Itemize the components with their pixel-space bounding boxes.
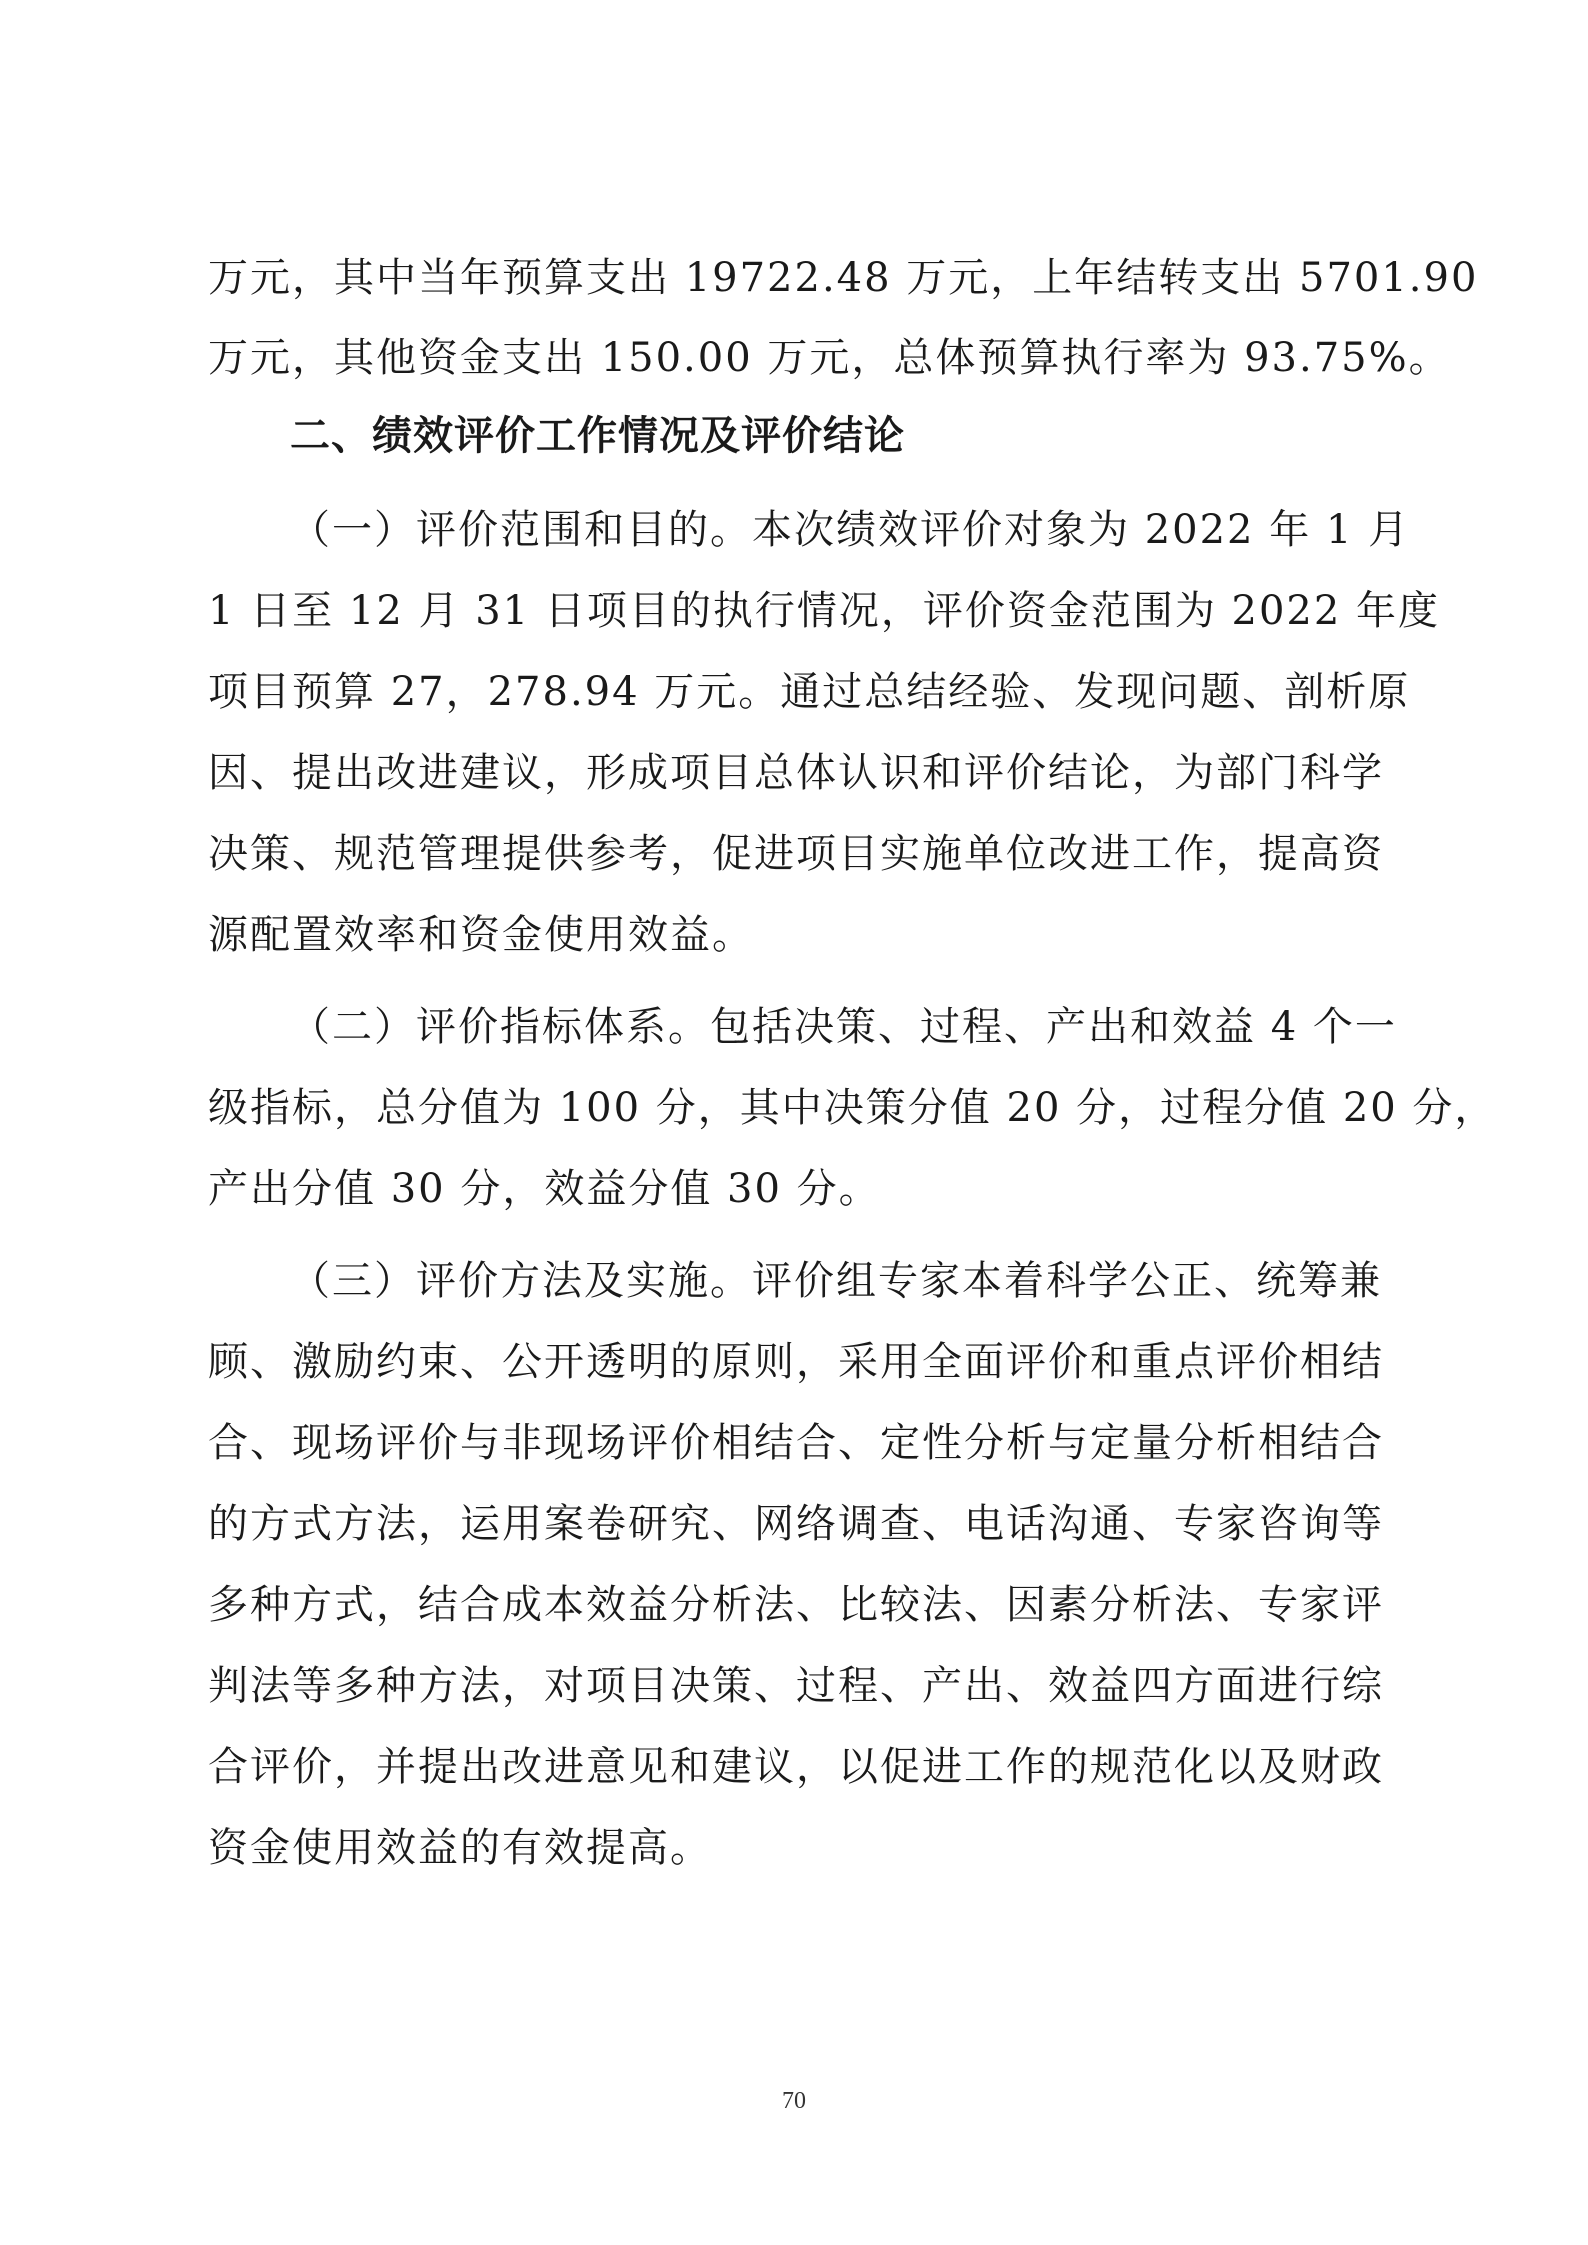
text-line: 万元，其他资金支出 150.00 万元，总体预算执行率为 93.75%。 (208, 335, 1451, 381)
paragraph-line: 判法等多种方法，对项目决策、过程、产出、效益四方面进行综 (208, 1663, 1384, 1709)
paragraph-line: （三）评价方法及实施。评价组专家本着科学公正、统筹兼 (290, 1258, 1382, 1304)
page-number: 70 (782, 2088, 806, 2114)
paragraph-line: 决策、规范管理提供参考，促进项目实施单位改进工作，提高资 (208, 831, 1384, 877)
paragraph-line: （二）评价指标体系。包括决策、过程、产出和效益 4 个一 (290, 1004, 1397, 1050)
paragraph-line: 项目预算 27，278.94 万元。通过总结经验、发现问题、剖析原 (208, 669, 1411, 715)
paragraph-line: 资金使用效益的有效提高。 (208, 1825, 712, 1871)
paragraph-line: 源配置效率和资金使用效益。 (208, 912, 754, 958)
paragraph-line: 合评价，并提出改进意见和建议，以促进工作的规范化以及财政 (208, 1744, 1384, 1790)
paragraph-line: 合、现场评价与非现场评价相结合、定性分析与定量分析相结合 (208, 1420, 1384, 1466)
paragraph-line: 因、提出改进建议，形成项目总体认识和评价结论，为部门科学 (208, 750, 1384, 796)
paragraph-line: 的方式方法，运用案卷研究、网络调查、电话沟通、专家咨询等 (208, 1501, 1384, 1547)
paragraph-line: 级指标，总分值为 100 分，其中决策分值 20 分，过程分值 20 分， (208, 1085, 1497, 1131)
paragraph-line: 多种方式，结合成本效益分析法、比较法、因素分析法、专家评 (208, 1582, 1384, 1628)
paragraph-line: 顾、激励约束、公开透明的原则，采用全面评价和重点评价相结 (208, 1339, 1384, 1385)
paragraph-line: （一）评价范围和目的。本次绩效评价对象为 2022 年 1 月 (290, 507, 1411, 553)
text-line: 万元，其中当年预算支出 19722.48 万元，上年结转支出 5701.90 (208, 255, 1479, 301)
paragraph-line: 1 日至 12 月 31 日项目的执行情况，评价资金范围为 2022 年度 (208, 588, 1441, 634)
paragraph-line: 产出分值 30 分，效益分值 30 分。 (208, 1166, 881, 1212)
section-heading: 二、绩效评价工作情况及评价结论 (290, 413, 905, 459)
